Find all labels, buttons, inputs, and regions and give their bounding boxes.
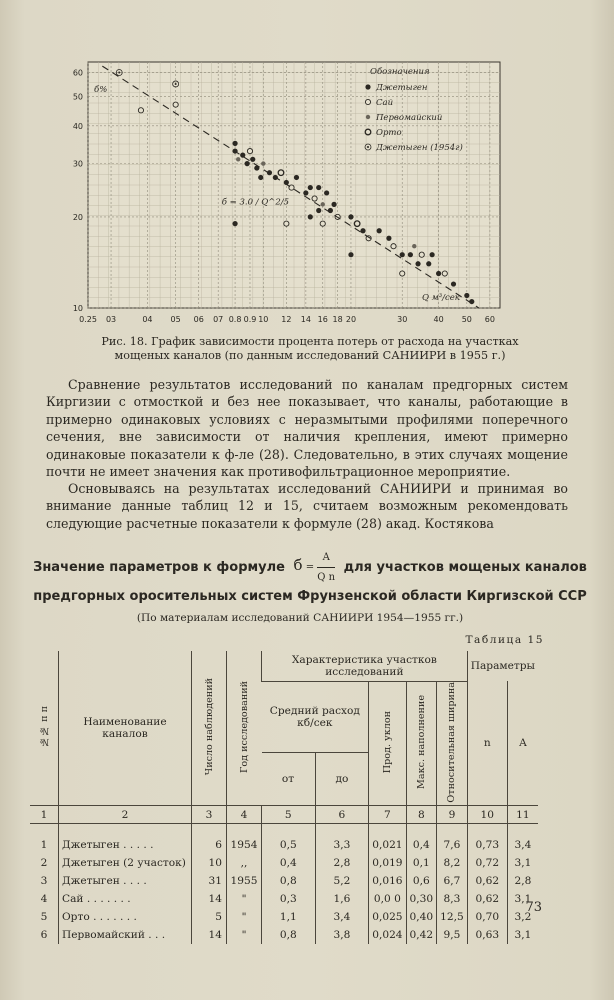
table-cell: 1,1 — [262, 908, 316, 926]
data-point — [464, 293, 469, 298]
x-tick-label: 06 — [193, 315, 204, 324]
table-cell: Орто . . . . . . . — [59, 908, 192, 926]
data-point — [430, 252, 435, 257]
table-cell: 0,5 — [262, 836, 316, 854]
table-cell: 0,6 — [406, 872, 437, 890]
table-row — [30, 890, 538, 908]
col-num: 9 — [437, 806, 468, 824]
table-row — [30, 854, 538, 872]
table-cell: Джетыген . . . . . — [59, 836, 192, 854]
data-point — [250, 157, 255, 162]
data-point — [289, 185, 294, 190]
data-point — [261, 161, 265, 165]
table-cell: " — [227, 908, 262, 926]
table-subtitle: (По материалам исследований САНИИРИ 1954—1955 гг.) — [136, 612, 464, 624]
data-point — [451, 281, 456, 286]
y-tick-label: 50 — [72, 92, 83, 102]
data-point-center — [118, 72, 120, 74]
header-slope: Прод. уклон — [369, 681, 406, 806]
table-number: Таблица 15 — [465, 634, 544, 646]
paragraph-2: Основываясь на результатах исследований САНИИРИ и принимая во внимание данные таблиц 12 и 15, считаем возможным рекомендовать следующие расчетные показатели к формуле (28) акад. Костякова — [46, 481, 568, 531]
data-point — [138, 108, 143, 113]
table-row — [30, 836, 538, 854]
data-point — [173, 102, 178, 107]
table-cell: " — [227, 890, 262, 908]
table-cell: 0,42 — [406, 926, 437, 944]
data-point — [294, 175, 299, 180]
col-num: 7 — [369, 806, 406, 824]
x-tick-label: 07 — [213, 315, 224, 324]
table-cell: 31 — [192, 872, 227, 890]
x-tick-label: 20 — [345, 315, 357, 324]
y-tick-label: 60 — [72, 68, 83, 78]
legend-title: Обозначения — [370, 67, 430, 77]
header-A: A — [507, 681, 538, 806]
table-cell: 3,1 — [507, 926, 538, 944]
data-point — [308, 185, 313, 190]
formula-denominator: Q n — [317, 572, 336, 583]
header-fill: Макс. наполнение — [406, 681, 437, 806]
data-point — [436, 271, 441, 276]
data-point — [316, 208, 321, 213]
x-tick-label: 03 — [105, 315, 117, 324]
x-tick-label: 16 — [317, 315, 328, 324]
table-cell: 0,016 — [369, 872, 406, 890]
data-point — [360, 228, 365, 233]
y-tick-label: 30 — [72, 159, 83, 169]
table-cell: 10 — [192, 854, 227, 872]
table-row — [30, 908, 538, 926]
header-name: Наименование каналов — [59, 651, 192, 806]
table-title-pre: Значение параметров к формуле — [33, 560, 285, 575]
table-cell: 0,024 — [369, 926, 406, 944]
legend-marker-center — [367, 146, 369, 148]
table-cell: 0,30 — [406, 890, 437, 908]
table-cell: 3,2 — [507, 908, 538, 926]
data-point — [232, 141, 237, 146]
header-flow: Средний расход кб/сек — [262, 681, 369, 753]
data-point — [308, 214, 313, 219]
table-cell: 3,1 — [507, 854, 538, 872]
legend-label: Джетыген (1954г) — [376, 143, 463, 153]
legend-marker — [366, 115, 370, 119]
col-num: 3 — [192, 806, 227, 824]
caption-line-1: Рис. 18. График зависимости процента потерь от расхода на участках — [101, 335, 519, 348]
data-point — [412, 244, 416, 248]
x-tick-label: 05 — [170, 315, 181, 324]
data-point — [324, 190, 329, 195]
data-point — [386, 236, 391, 241]
legend-label: Сай — [376, 98, 394, 108]
x-tick-label: 30 — [397, 315, 408, 324]
table-cell: 8,3 — [437, 890, 468, 908]
data-point — [348, 214, 353, 219]
scatter-chart — [60, 52, 520, 330]
header-characteristics: Характеристика участков исследований — [262, 651, 468, 681]
table-cell: 0,0 0 — [369, 890, 406, 908]
header-no: №№ п п — [38, 706, 50, 747]
table-cell: Сай . . . . . . . — [59, 890, 192, 908]
data-point — [316, 185, 321, 190]
table-cell: 2,8 — [507, 872, 538, 890]
header-count: Число наблюдений — [192, 651, 227, 806]
data-point — [331, 202, 336, 207]
table-cell: 8,2 — [437, 854, 468, 872]
table-cell: 2,8 — [315, 854, 369, 872]
col-num: 1 — [30, 806, 59, 824]
table-cell: Джетыген (2 участок) — [59, 854, 192, 872]
table-cell: 0,73 — [467, 836, 507, 854]
x-tick-label: 50 — [461, 315, 472, 324]
data-point — [469, 299, 474, 304]
data-point — [419, 252, 424, 257]
x-tick-label: 60 — [484, 315, 495, 324]
x-tick-label: 04 — [142, 315, 153, 324]
data-point — [320, 221, 325, 226]
table-cell: 0,021 — [369, 836, 406, 854]
x-tick-label: 14 — [300, 315, 311, 324]
table-cell: 0,8 — [262, 926, 316, 944]
formula-sigma: б — [293, 556, 303, 574]
curve-label: б = 3.0 / Q^2/5 — [221, 197, 290, 208]
data-point — [247, 148, 252, 153]
data-table — [30, 651, 538, 944]
data-point — [258, 175, 263, 180]
header-params: Параметры — [467, 651, 538, 681]
table-row — [30, 926, 538, 944]
col-num: 6 — [315, 806, 369, 824]
table-cell: 14 — [192, 926, 227, 944]
col-num: 8 — [406, 806, 437, 824]
legend-label: Первомайский — [376, 113, 443, 123]
table-cell: 3,8 — [315, 926, 369, 944]
table-cell: 0,1 — [406, 854, 437, 872]
data-point-center — [175, 83, 177, 85]
x-tick-label: 0.25 — [79, 315, 97, 324]
table-cell: 0,70 — [467, 908, 507, 926]
table-title — [20, 548, 600, 606]
y-tick-label: 10 — [72, 304, 83, 313]
table-cell: 0,40 — [406, 908, 437, 926]
table-cell: 5,2 — [315, 872, 369, 890]
table-cell: 0,4 — [262, 854, 316, 872]
table-cell: 0,62 — [467, 872, 507, 890]
table-cell: 0,62 — [467, 890, 507, 908]
header-to: до — [315, 753, 369, 806]
col-num: 11 — [507, 806, 538, 824]
column-numbers-row — [30, 806, 538, 824]
x-tick-label: 0.8 — [228, 315, 242, 324]
table-cell: Джетыген . . . . — [59, 872, 192, 890]
table-cell: 1 — [40, 838, 48, 851]
table-cell: 0,3 — [262, 890, 316, 908]
table-cell: 1,6 — [315, 890, 369, 908]
table-cell: 0,72 — [467, 854, 507, 872]
table-body — [30, 836, 538, 944]
x-tick-label: 0.9 — [243, 315, 257, 324]
figure-caption — [60, 335, 560, 363]
table-cell: 5 — [192, 908, 227, 926]
data-point — [236, 157, 240, 161]
legend-marker — [365, 84, 370, 89]
table-row — [30, 872, 538, 890]
formula-numerator: A — [317, 548, 335, 568]
data-point — [232, 221, 237, 226]
table-cell: 7,6 — [437, 836, 468, 854]
data-point — [284, 221, 289, 226]
table-cell: 5 — [40, 910, 48, 923]
table-cell: 6,7 — [437, 872, 468, 890]
table-cell: 0,63 — [467, 926, 507, 944]
table-cell: 3,4 — [507, 836, 538, 854]
col-num: 10 — [467, 806, 507, 824]
table-cell: 3,3 — [315, 836, 369, 854]
formula — [294, 548, 336, 587]
table-cell: 9,5 — [437, 926, 468, 944]
data-point — [391, 244, 396, 249]
table-cell: 14 — [192, 890, 227, 908]
y-corner-label: б% — [94, 85, 108, 95]
data-point — [321, 202, 325, 206]
table-cell: 3,1 — [507, 890, 538, 908]
table-cell: 6 — [192, 836, 227, 854]
table-cell: 2 — [40, 856, 48, 869]
x-tick-label: 18 — [332, 315, 343, 324]
table-title-post: для участков мощеных каналов предгорных оросительных систем Фрунзенской области Киргизской ССР — [33, 560, 587, 604]
data-point — [245, 161, 250, 166]
table-cell: Первомайский . . . — [59, 926, 192, 944]
x-tick-label: 40 — [433, 315, 444, 324]
data-point — [377, 228, 382, 233]
x-tick-label: 10 — [258, 315, 269, 324]
table-cell: 0,4 — [406, 836, 437, 854]
table-cell: 0,019 — [369, 854, 406, 872]
data-point — [303, 190, 308, 195]
table-cell: 6 — [40, 928, 48, 941]
table-cell: 12,5 — [437, 908, 468, 926]
table-cell: " — [227, 926, 262, 944]
table-cell: ,, — [227, 854, 262, 872]
table-cell: 4 — [40, 892, 48, 905]
y-tick-label: 40 — [72, 121, 83, 131]
table-cell: 0,025 — [369, 908, 406, 926]
legend-label: Орто — [376, 128, 402, 138]
col-num: 4 — [227, 806, 262, 824]
formula-eq: = — [305, 562, 315, 573]
col-num: 2 — [59, 806, 192, 824]
header-row-1 — [30, 651, 538, 681]
data-point — [348, 252, 353, 257]
data-point — [442, 271, 447, 276]
header-from: от — [281, 773, 295, 786]
data-point — [426, 261, 431, 266]
data-point — [400, 252, 405, 257]
table-cell: 0,8 — [262, 872, 316, 890]
table-cell: 3,4 — [315, 908, 369, 926]
legend-marker — [365, 99, 370, 104]
y-tick-label: 20 — [72, 212, 83, 222]
formula-fraction — [317, 548, 335, 587]
header-width: Относительная ширина — [437, 681, 468, 806]
paragraph-1: Сравнение результатов исследований по каналам предгорных систем Киргизии с отмосткой и без нее показывает, что каналы, работающие в примерно одинаковых условиях с неразмытыми профилями поперечного сечения, вне зависимости от наличия крепления, имеют примерно одинаковые показатели к ф-ле (28). Следовательно, в этих случаях мощение почти не имеет значения как противофильтрационное мероприятие. — [46, 377, 568, 480]
table-cell: 1954 — [227, 836, 262, 854]
x-tick-label: 12 — [281, 315, 292, 324]
data-point — [408, 252, 413, 257]
header-n: n — [467, 681, 507, 806]
data-point — [312, 196, 317, 201]
table-cell: 3 — [40, 874, 48, 887]
x-axis-label: Q м³/сек — [422, 293, 460, 303]
legend-label: Джетыген — [376, 83, 428, 93]
header-year: Год исследований — [227, 651, 262, 806]
page-number: 73 — [525, 900, 542, 915]
col-num: 5 — [262, 806, 316, 824]
caption-line-2: мощеных каналов (по данным исследований САНИИРИ в 1955 г.) — [114, 349, 506, 362]
data-point — [415, 261, 420, 266]
table-cell: 1955 — [227, 872, 262, 890]
data-point — [400, 271, 405, 276]
